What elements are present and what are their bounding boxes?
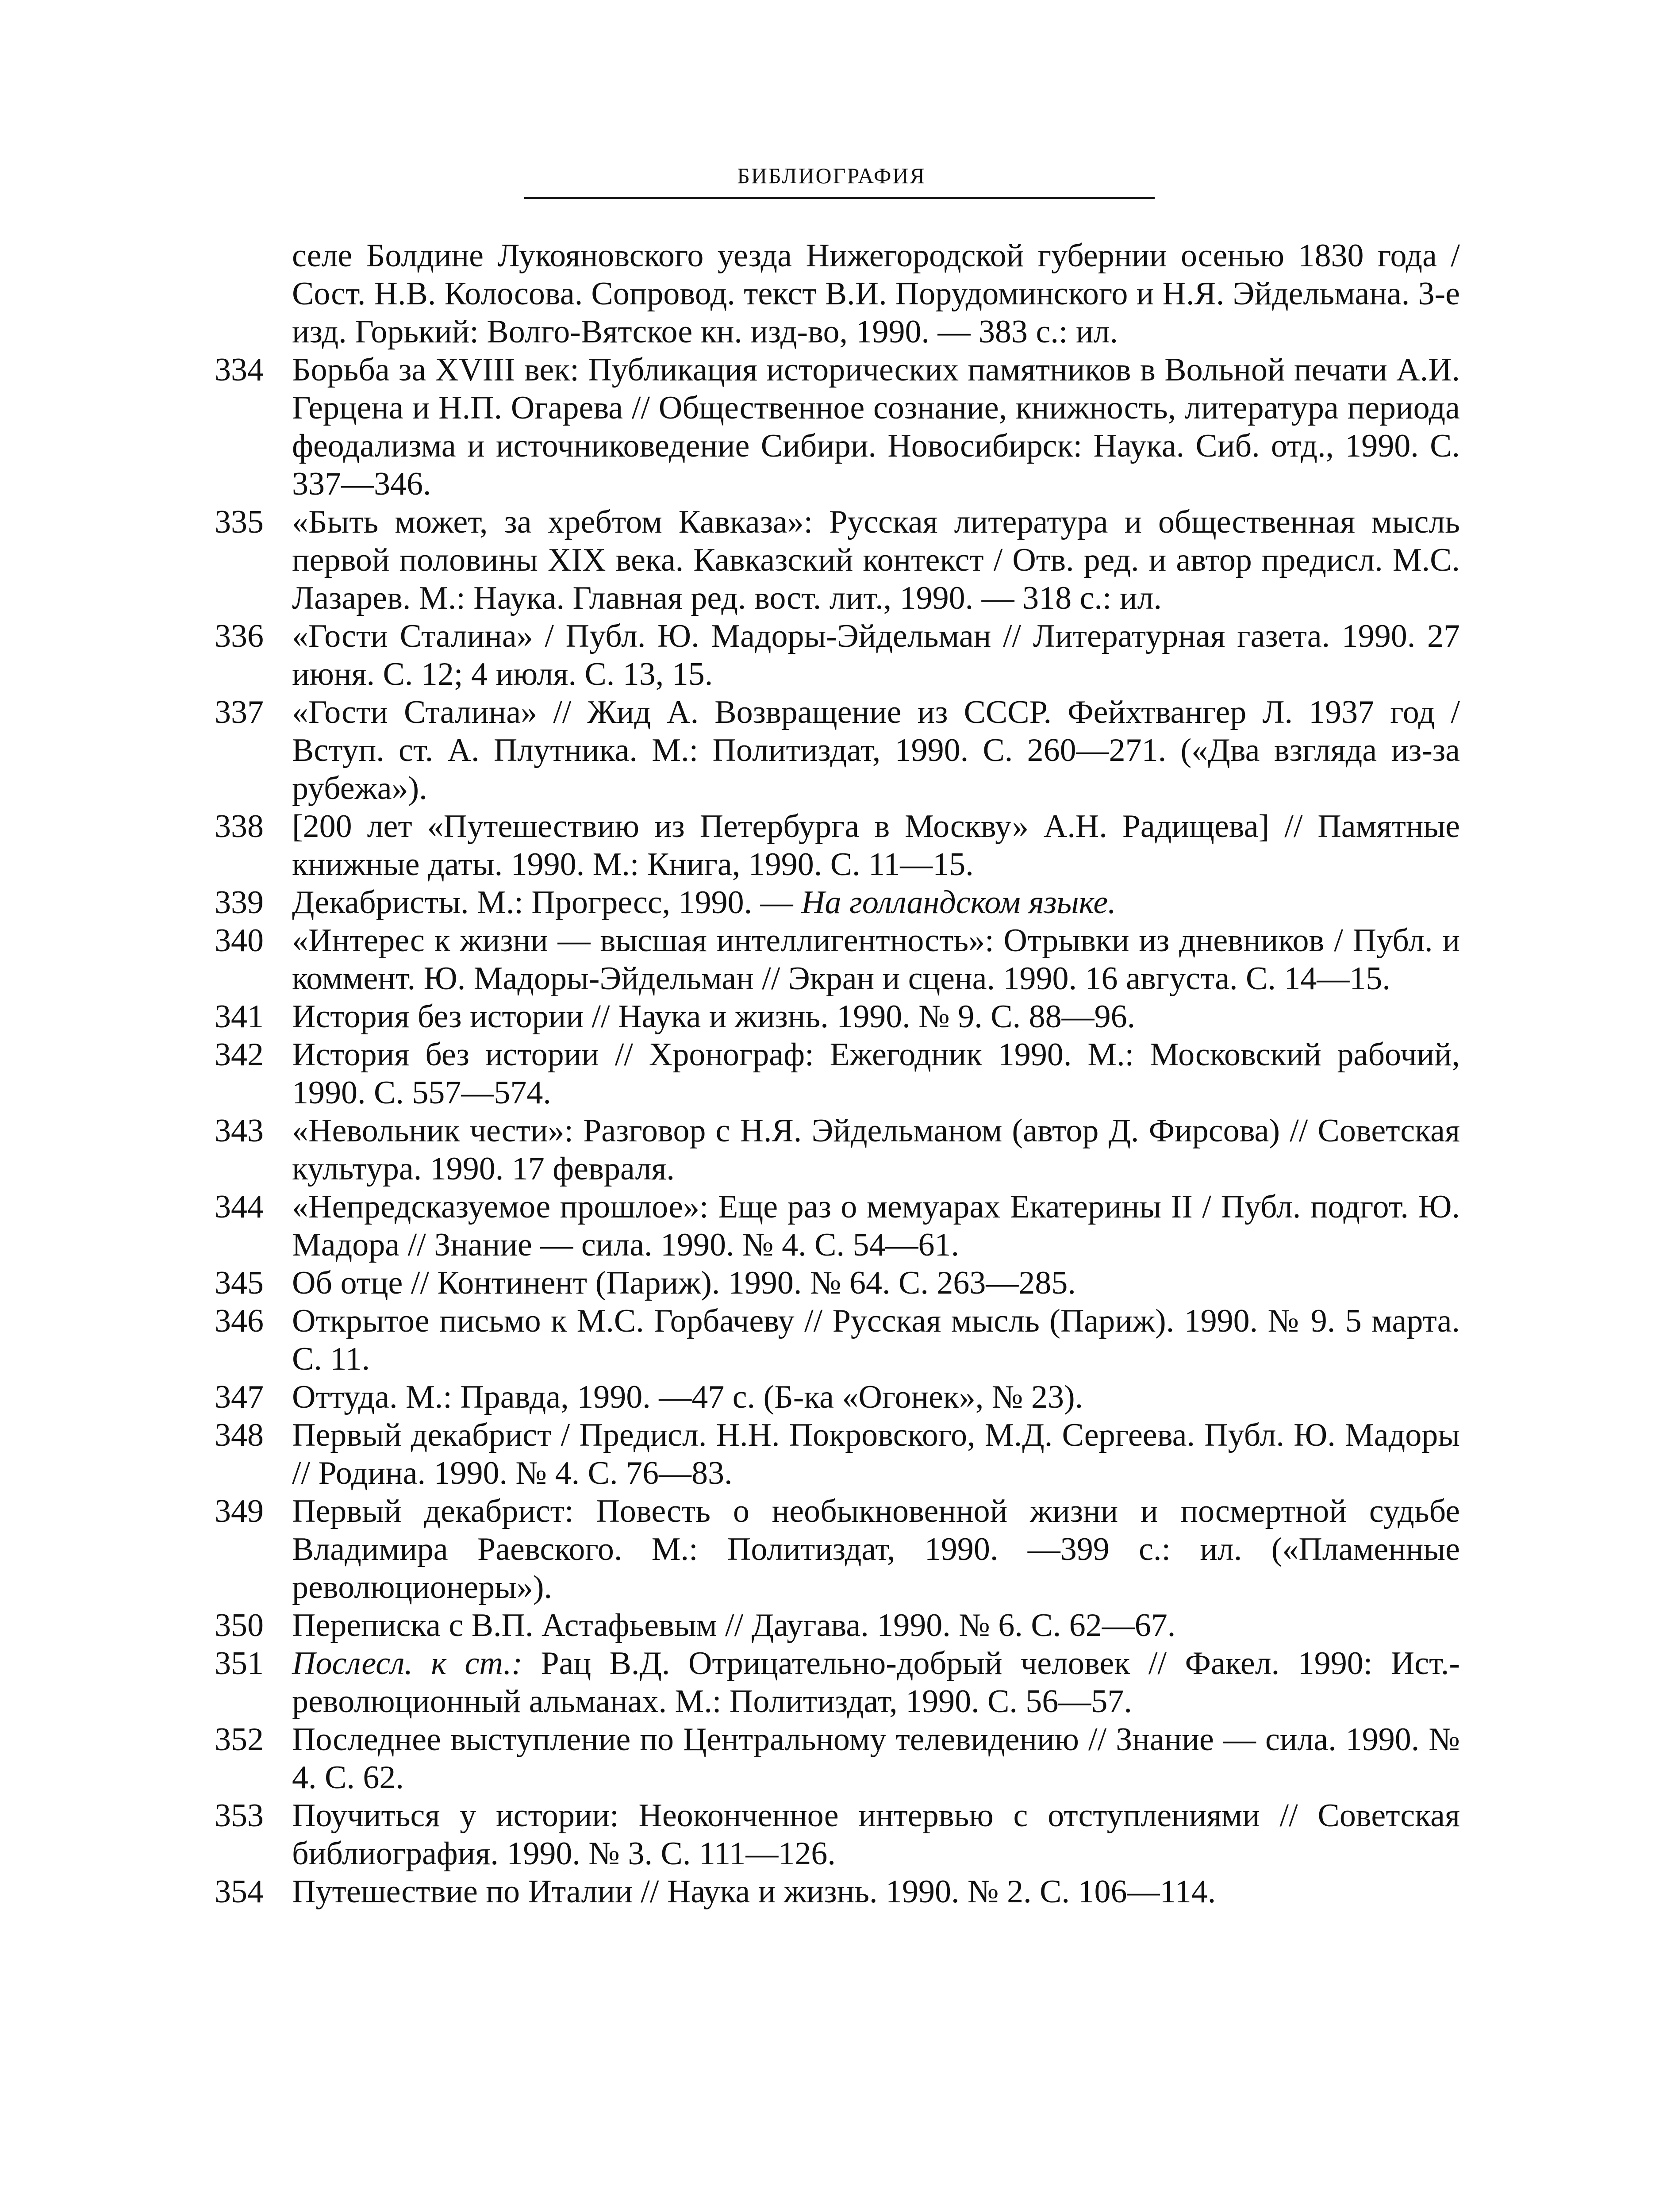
entry-number: 350 [215, 1607, 264, 1644]
bibliography-entry [215, 1036, 1460, 1112]
entry-text: Об отце // Континент (Париж). 1990. № 64. С. 263—285. [292, 1265, 1076, 1301]
bibliography-entry [215, 617, 1460, 693]
entry-text-wrap [292, 1644, 1460, 1720]
entry-text: История без истории // Наука и жизнь. 1990. № 9. С. 88—96. [292, 998, 1136, 1035]
entry-number: 354 [215, 1874, 264, 1910]
entry-text: Рац В.Д. Отрицательно-добрый человек // Факел. 1990: Ист.-революционный альманах. М.: Политиздат, 1990. С. 56—57. [292, 1645, 1460, 1720]
entry-number: 339 [215, 884, 264, 921]
entry-text: Первый декабрист: Повесть о необыкновенной жизни и посмертной судьбе Владимира Раевского. М.: Политиздат, 1990. —399 с.: ил. («Пламенные революционеры»). [292, 1493, 1460, 1605]
entry-number: 353 [215, 1797, 264, 1834]
bibliography-entry [215, 1264, 1460, 1302]
bibliography-entry [215, 1378, 1460, 1416]
entry-number: 351 [215, 1645, 264, 1682]
entry-text: «Непредсказуемое прошлое»: Еще раз о мемуарах Екатерины II / Публ. подгот. Ю. Мадора // Знание — сила. 1990. № 4. С. 54—61. [292, 1189, 1460, 1263]
entry-text: Первый декабрист / Предисл. Н.Н. Покровского, М.Д. Сергеева. Публ. Ю. Мадоры // Родина. 1990. № 4. С. 76—83. [292, 1417, 1460, 1491]
page-header-title: БИБЛИОГРАФИЯ [737, 163, 926, 188]
entry-number: 352 [215, 1721, 264, 1758]
entry-text-wrap [292, 883, 1460, 922]
header-rule [524, 197, 1155, 199]
bibliography-entry [215, 883, 1460, 922]
entry-number: 343 [215, 1113, 264, 1149]
entry-italic-lead: Послесл. к ст.: [292, 1645, 522, 1682]
entry-text: Переписка с В.П. Астафьевым // Даугава. 1990. № 6. С. 62—67. [292, 1607, 1176, 1644]
entry-number: 342 [215, 1037, 264, 1073]
bibliography-entry [215, 1492, 1460, 1606]
entry-number: 349 [215, 1493, 264, 1529]
entry-number: 338 [215, 808, 264, 845]
bibliography-entry [215, 1112, 1460, 1188]
continued-entry-text: селе Болдине Лукояновского уезда Нижегородской губернии осенью 1830 года / Сост. Н.В. Колосова. Сопровод. текст В.И. Порудоминского и Н.Я. Эйдельмана. 3-е изд. Горький: Волго-Вятское кн. изд-во, 1990. — 383 с.: ил. [292, 238, 1460, 350]
bibliography-entry [215, 1720, 1460, 1797]
entry-italic-note: На голландском языке. [801, 884, 1116, 921]
bibliography-entry [215, 998, 1460, 1036]
entry-text: «Быть может, за хребтом Кавказа»: Русская литература и общественная мысль первой половины XIX века. Кавказский контекст / Отв. ред. и автор предисл. М.С. Лазарев. М.: Наука. Главная ред. вост. лит., 1990. — 318 с.: ил. [292, 504, 1460, 616]
bibliography-entry [215, 1302, 1460, 1378]
entry-text: «Гости Сталина» / Публ. Ю. Мадоры-Эйдельман // Литературная газета. 1990. 27 июня. С. 12; 4 июля. С. 13, 15. [292, 618, 1460, 692]
entry-number: 337 [215, 694, 264, 730]
entry-text: Борьба за XVIII век: Публикация исторических памятников в Вольной печати А.И. Герцена и Н.П. Огарева // Общественное сознание, книжность, литература периода феодализма и источниковедение Сибири. Новосибирск: Наука. Сиб. отд., 1990. С. 337—346. [292, 352, 1460, 502]
entry-text: Декабристы. М.: Прогресс, 1990. — [292, 884, 793, 921]
entry-number: 348 [215, 1417, 264, 1453]
bibliography-entry [215, 1188, 1460, 1264]
entry-number: 336 [215, 618, 264, 654]
entry-number: 335 [215, 504, 264, 540]
entry-text: Открытое письмо к М.С. Горбачеву // Русская мысль (Париж). 1990. № 9. 5 марта. С. 11. [292, 1303, 1460, 1377]
entry-text: Последнее выступление по Центральному телевидению // Знание — сила. 1990. № 4. С. 62. [292, 1721, 1460, 1796]
bibliography-entry [215, 351, 1460, 503]
bibliography-entry [215, 1797, 1460, 1873]
bibliography-entry [215, 1606, 1460, 1644]
bibliography-entry [215, 1416, 1460, 1492]
entry-number: 345 [215, 1265, 264, 1301]
bibliography-entry [215, 693, 1460, 807]
running-header [0, 163, 1663, 188]
entry-text: [200 лет «Путешествию из Петербурга в Москву» А.Н. Радищева] // Памятные книжные даты. 1990. М.: Книга, 1990. С. 11—15. [292, 808, 1460, 883]
entry-text: История без истории // Хронограф: Ежегодник 1990. М.: Московский рабочий, 1990. С. 557—574. [292, 1037, 1460, 1111]
bibliography-entry [215, 1644, 1460, 1720]
entry-number: 334 [215, 352, 264, 388]
entry-text: Поучиться у истории: Неоконченное интервью с отступлениями // Советская библиография. 1990. № 3. С. 111—126. [292, 1797, 1460, 1872]
bibliography-entry [215, 1873, 1460, 1911]
entry-text: Путешествие по Италии // Наука и жизнь. 1990. № 2. С. 106—114. [292, 1874, 1216, 1910]
entry-text: «Интерес к жизни — высшая интеллигентность»: Отрывки из дневников / Публ. и коммент. Ю. Мадоры-Эйдельман // Экран и сцена. 1990. 16 августа. С. 14—15. [292, 922, 1460, 997]
entry-number: 344 [215, 1189, 264, 1225]
entry-number: 340 [215, 922, 264, 959]
bibliography-entry [215, 922, 1460, 998]
bibliography-entry [215, 503, 1460, 617]
bibliography-entry [215, 807, 1460, 883]
entry-text: «Гости Сталина» // Жид А. Возвращение из СССР. Фейхтвангер Л. 1937 год / Вступ. ст. А. Плутника. М.: Политиздат, 1990. С. 260—271. («Два взгляда из-за рубежа»). [292, 694, 1460, 806]
entry-number: 341 [215, 998, 264, 1035]
entry-text: Оттуда. М.: Правда, 1990. —47 с. (Б-ка «Огонек», № 23). [292, 1379, 1083, 1415]
entry-number: 347 [215, 1379, 264, 1415]
entry-text: «Невольник чести»: Разговор с Н.Я. Эйдельманом (автор Д. Фирсова) // Советская культура. 1990. 17 февраля. [292, 1113, 1460, 1187]
entry-number: 346 [215, 1303, 264, 1339]
bibliography-list [215, 237, 1460, 1911]
